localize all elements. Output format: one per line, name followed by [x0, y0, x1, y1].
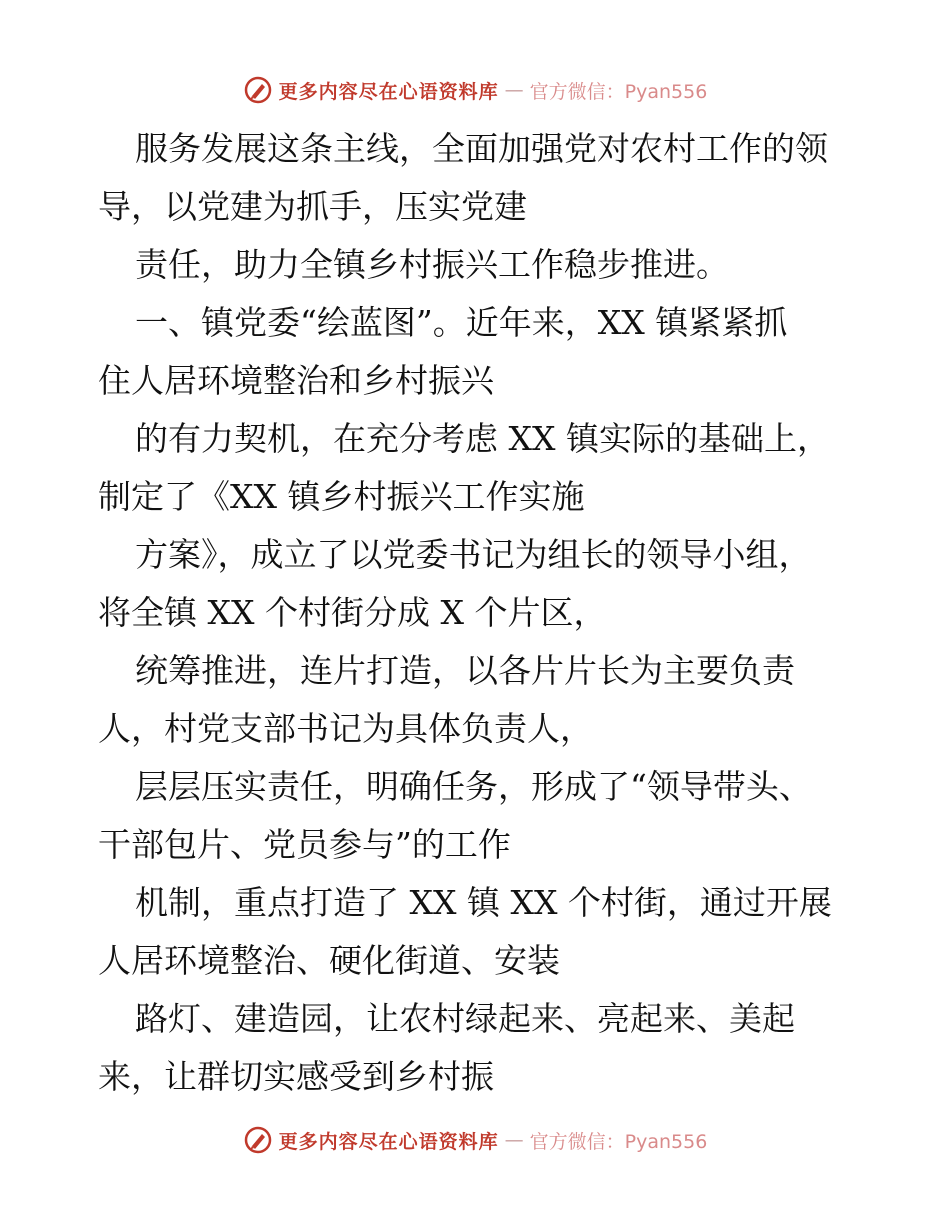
body-line: 干部包片、党员参与”的工作 [98, 825, 511, 864]
body-line: 层层压实责任，明确任务，形成了“领导带头、 [135, 767, 812, 806]
body-line: 机制，重点打造了 XX 镇 XX 个村街，通过开展 [135, 883, 832, 922]
footer-dash: — [504, 1129, 524, 1151]
body-line: 人居环境整治、硬化街道、安装 [98, 941, 560, 980]
header-watermark [0, 70, 950, 110]
header-site-text: 更多内容尽在心语资料库 [278, 80, 499, 103]
body-line: 住人居环境整治和乡村振兴 [98, 361, 494, 400]
body-line: 将全镇 XX 个村街分成 X 个片区， [98, 593, 607, 632]
footer-watermark-inner [243, 1125, 708, 1155]
body-line: 责任，助力全镇乡村振兴工作稳步推进。 [135, 245, 729, 284]
footer-contact: 官方微信：Pyan556 [529, 1130, 708, 1153]
body-line: 导，以党建为抓手，压实党建 [98, 187, 527, 226]
body-line: 服务发展这条主线，全面加强党对农村工作的领 [135, 129, 828, 168]
body-line: 制定了《XX 镇乡村振兴工作实施 [98, 477, 585, 516]
body-line: 一、镇党委“绘蓝图”。近年来，XX 镇紧紧抓 [135, 303, 788, 342]
document-body [98, 120, 888, 1106]
pen-logo-icon [243, 75, 273, 105]
body-line: 人，村党支部书记为具体负责人， [98, 709, 593, 748]
header-contact: 官方微信：Pyan556 [529, 80, 708, 103]
pen-logo-icon [243, 1125, 273, 1155]
body-line: 方案》，成立了以党委书记为组长的领导小组， [135, 535, 812, 574]
footer-watermark [0, 1120, 950, 1160]
header-watermark-inner [243, 75, 708, 105]
header-dash: — [504, 79, 524, 101]
body-line: 统筹推进，连片打造，以各片片长为主要负责 [135, 651, 795, 690]
body-line: 路灯、建造园，让农村绿起来、亮起来、美起 [135, 999, 795, 1038]
body-line: 来，让群切实感受到乡村振 [98, 1057, 494, 1096]
body-line: 的有力契机，在充分考虑 XX 镇实际的基础上， [135, 419, 830, 458]
footer-site-text: 更多内容尽在心语资料库 [278, 1130, 499, 1153]
